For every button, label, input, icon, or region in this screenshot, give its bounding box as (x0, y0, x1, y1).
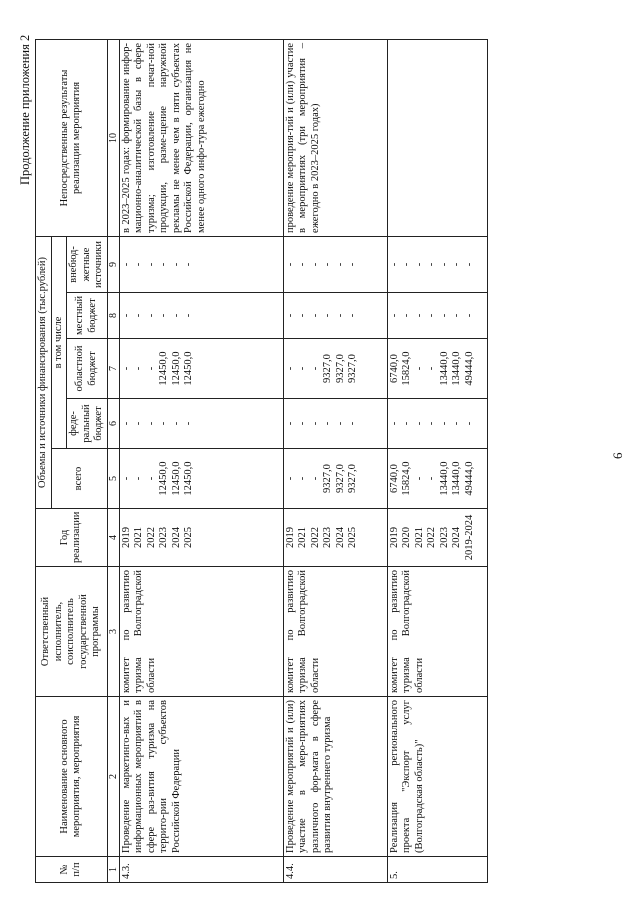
year-cell: 2024 (451, 527, 462, 548)
value-cell: - (426, 476, 437, 481)
value-cell: - (145, 476, 157, 481)
value-cell: - (133, 313, 144, 318)
value-cell: - (133, 476, 144, 481)
value-cell: - (388, 313, 400, 318)
value-cell: - (145, 421, 157, 426)
value-cell: - (170, 313, 182, 318)
value-cell: - (297, 421, 308, 426)
value-cell: - (388, 262, 400, 267)
value-cell: - (284, 313, 296, 318)
header-name: Наименование основного мероприятия, мероприятия (36, 697, 108, 857)
value-cell: - (120, 476, 132, 481)
value-cell: - (413, 262, 425, 267)
value-cell: - (297, 262, 308, 267)
value-cell: 12450,0 (158, 351, 169, 386)
col-number: 2 (107, 697, 119, 857)
value-cell: - (347, 313, 358, 318)
row-total (119, 449, 283, 509)
value-cell: 13440,0 (451, 461, 462, 496)
value-cell: - (145, 262, 157, 267)
value-cell: - (183, 262, 194, 267)
header-num: № п/п (36, 857, 108, 883)
header-mest: местный бюджет (67, 293, 108, 339)
value-cell: 9327,0 (322, 464, 333, 493)
header-obl: областной бюджет (67, 339, 108, 399)
row-obl (387, 339, 487, 399)
value-cell: - (145, 313, 157, 318)
value-cell: - (120, 262, 132, 267)
col-number: 5 (107, 449, 119, 509)
row-num: 5. (387, 857, 487, 883)
value-cell: 12450,0 (170, 351, 182, 386)
header-fed: феде-ральный бюджет (67, 399, 108, 449)
year-cell: 2019 (284, 527, 296, 548)
col-number: 4 (107, 509, 119, 567)
value-cell: - (284, 421, 296, 426)
value-cell: - (322, 421, 333, 426)
value-cell: 9327,0 (347, 354, 358, 383)
value-cell: - (451, 421, 462, 426)
table-row (119, 39, 283, 882)
row-obl (283, 339, 387, 399)
value-cell: - (401, 421, 412, 426)
col-number: 1 (107, 857, 119, 883)
value-cell: - (413, 366, 425, 371)
value-cell: - (284, 366, 296, 371)
year-cell: 2020 (401, 527, 412, 548)
header-year: Год реализации (36, 509, 108, 567)
row-exec: комитет по развитию туризма Волгоградской области (387, 567, 487, 697)
value-cell: - (463, 421, 475, 426)
value-cell: - (413, 313, 425, 318)
row-result: в 2023–2025 годах: формирование инфор-мационно-аналитической базы в сфере туризма; изготовление печат-ной продукции, разме-щение наружной рекламы не менее чем в пяти субъектах Российской Федерации, организация не менее одного инфо-тура ежегодно (119, 39, 283, 236)
continuation-label: Продолжение приложения 2 (18, 34, 32, 185)
value-cell: - (334, 421, 346, 426)
value-cell: 49444,0 (463, 351, 475, 386)
value-cell: - (170, 262, 182, 267)
value-cell: - (183, 313, 194, 318)
value-cell: - (297, 313, 308, 318)
row-num: 4.4. (283, 857, 387, 883)
value-cell: - (426, 262, 437, 267)
value-cell: - (451, 313, 462, 318)
value-cell: - (145, 366, 157, 371)
value-cell: - (158, 262, 169, 267)
row-fed (283, 399, 387, 449)
value-cell: - (158, 313, 169, 318)
year-cell: 2025 (183, 527, 194, 548)
value-cell: - (438, 313, 450, 318)
page-number: 6 (610, 452, 625, 459)
row-vneb (119, 236, 283, 292)
year-cell: 2021 (133, 527, 144, 548)
row-total (283, 449, 387, 509)
column-number-row (107, 39, 119, 882)
row-fed (119, 399, 283, 449)
row-vneb (387, 236, 487, 292)
value-cell: - (309, 366, 321, 371)
value-cell: 12450,0 (183, 461, 194, 496)
year-cell: 2019 (388, 527, 400, 548)
table-row (283, 39, 387, 882)
value-cell: - (347, 262, 358, 267)
value-cell: 9327,0 (347, 464, 358, 493)
value-cell: - (347, 421, 358, 426)
value-cell: - (309, 313, 321, 318)
value-cell: 15824,0 (401, 351, 412, 386)
header-finance: Объемы и источники финансирования (тыс.рублей) (36, 236, 52, 508)
value-cell: - (309, 421, 321, 426)
value-cell: - (413, 421, 425, 426)
year-cell: 2022 (426, 527, 437, 548)
row-vneb (283, 236, 387, 292)
value-cell: - (133, 366, 144, 371)
value-cell: - (297, 366, 308, 371)
year-cell: 2023 (322, 527, 333, 548)
value-cell: - (426, 313, 437, 318)
col-number: 3 (107, 567, 119, 697)
year-cell: 2023 (438, 527, 450, 548)
col-number: 7 (107, 339, 119, 399)
value-cell: - (158, 421, 169, 426)
row-exec: комитет по развитию туризма Волгоградской области (283, 567, 387, 697)
row-num: 4.3. (119, 857, 283, 883)
value-cell: 13440,0 (451, 351, 462, 386)
header-incl: в том числе (51, 236, 67, 448)
value-cell: - (183, 421, 194, 426)
row-mest (387, 293, 487, 339)
value-cell: 9327,0 (334, 464, 346, 493)
value-cell: 15824,0 (401, 461, 412, 496)
value-cell: - (309, 262, 321, 267)
year-cell: 2021 (413, 527, 425, 548)
row-name: Проведение мероприятий и (или) участие в меро-приятиях различного фор-мата в сфере развития внутреннего туризма (283, 697, 387, 857)
col-number: 8 (107, 293, 119, 339)
value-cell: 13440,0 (438, 351, 450, 386)
row-result (387, 39, 487, 236)
year-cell: 2019-2024 (463, 514, 475, 561)
value-cell: 13440,0 (438, 461, 450, 496)
header-exec: Ответственный исполнитель, соисполнитель государственной программы (36, 567, 108, 697)
value-cell: - (309, 476, 321, 481)
value-cell: - (120, 313, 132, 318)
value-cell: 6740,0 (388, 464, 400, 493)
value-cell: - (401, 313, 412, 318)
row-total (387, 449, 487, 509)
value-cell: - (426, 421, 437, 426)
row-obl (119, 339, 283, 399)
col-number: 6 (107, 399, 119, 449)
value-cell: - (388, 421, 400, 426)
row-exec: комитет по развитию туризма Волгоградской области (119, 567, 283, 697)
value-cell: - (284, 476, 296, 481)
row-years (387, 509, 487, 567)
value-cell: - (401, 262, 412, 267)
value-cell: 12450,0 (170, 461, 182, 496)
value-cell: - (322, 262, 333, 267)
value-cell: - (438, 421, 450, 426)
year-cell: 2024 (334, 527, 346, 548)
year-cell: 2023 (158, 527, 169, 548)
value-cell: - (426, 366, 437, 371)
value-cell: - (413, 476, 425, 481)
year-cell: 2021 (297, 527, 308, 548)
value-cell: 49444,0 (463, 461, 475, 496)
value-cell: - (334, 313, 346, 318)
table-row (387, 39, 487, 882)
value-cell: - (334, 262, 346, 267)
year-cell: 2024 (170, 527, 182, 548)
value-cell: 9327,0 (322, 354, 333, 383)
program-table (35, 39, 488, 883)
value-cell: - (451, 262, 462, 267)
value-cell: - (284, 262, 296, 267)
value-cell: - (133, 421, 144, 426)
year-cell: 2019 (120, 527, 132, 548)
row-years (283, 509, 387, 567)
col-number: 10 (107, 39, 119, 236)
value-cell: 9327,0 (334, 354, 346, 383)
value-cell: 12450,0 (183, 351, 194, 386)
year-cell: 2022 (145, 527, 157, 548)
header-total: всего (51, 449, 107, 509)
value-cell: - (463, 262, 475, 267)
value-cell: - (438, 262, 450, 267)
header-vneb: внебюд-жетные источники (67, 236, 108, 292)
value-cell: - (120, 421, 132, 426)
row-mest (283, 293, 387, 339)
row-mest (119, 293, 283, 339)
value-cell: 12450,0 (158, 461, 169, 496)
value-cell: - (133, 262, 144, 267)
row-result: проведение мероприя-тий и (или) участие в мероприятиях (три мероприятия – ежегодно в 2023–2025 годах) (283, 39, 387, 236)
value-cell: - (463, 313, 475, 318)
year-cell: 2025 (347, 527, 358, 548)
value-cell: - (170, 421, 182, 426)
row-years (119, 509, 283, 567)
value-cell: - (120, 366, 132, 371)
row-name: Проведение маркетинго-вых и информационных мероприятий в сфере раз-вития туризма на террито-рии субъектов Российской Федерации (119, 697, 283, 857)
value-cell: 6740,0 (388, 354, 400, 383)
col-number: 9 (107, 236, 119, 292)
row-name: Реализация регионального проекта "Экспорт услуг (Волгоградская область)" (387, 697, 487, 857)
value-cell: - (297, 476, 308, 481)
value-cell: - (322, 313, 333, 318)
year-cell: 2022 (309, 527, 321, 548)
header-result: Непосредственные результаты реализации мероприятия (36, 39, 108, 236)
row-fed (387, 399, 487, 449)
